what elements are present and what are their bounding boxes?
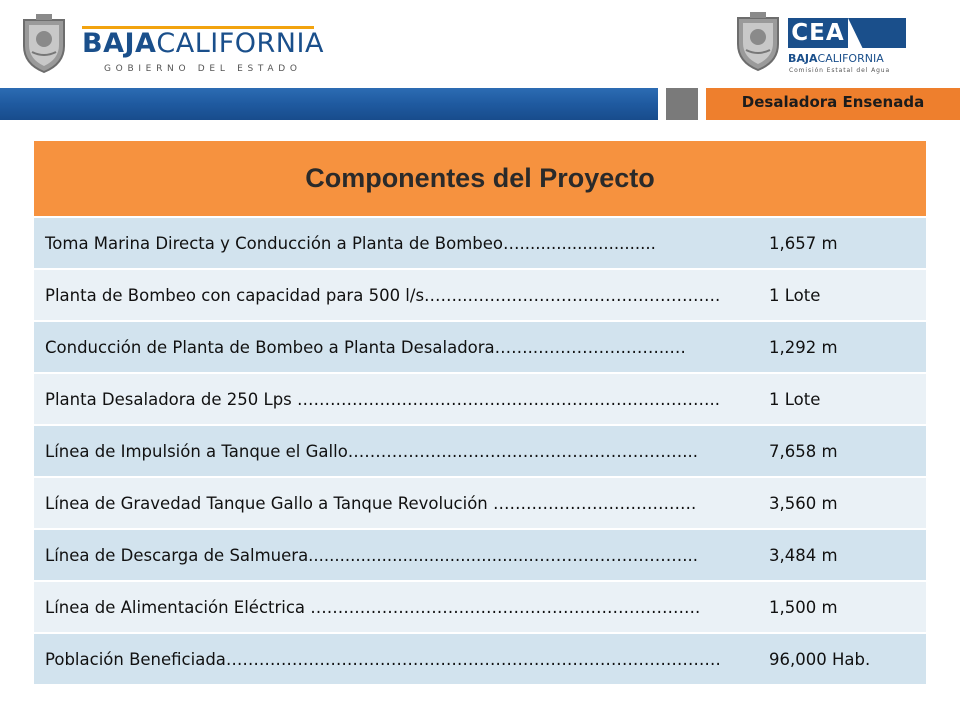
row-description: Población Beneficiada……………………………………………………………………………… bbox=[45, 649, 721, 669]
row-value: 1 Lote bbox=[769, 389, 821, 409]
row-description: Línea de Descarga de Salmuera...........................................………………………... bbox=[45, 545, 698, 565]
row-value: 1,292 m bbox=[769, 337, 838, 357]
row-description: Línea de Alimentación Eléctrica ……………………….……………………………………. bbox=[45, 597, 701, 617]
row-description: Línea de Gravedad Tanque Gallo a Tanque Revolución ………………………………. bbox=[45, 493, 697, 513]
table-row bbox=[34, 528, 926, 580]
table-title: Componentes del Proyecto bbox=[305, 163, 655, 193]
row-description: Planta Desaladora de 250 Lps ………………………………………………………………….. bbox=[45, 389, 721, 409]
table-row bbox=[34, 216, 926, 268]
cea-acronym: CEA bbox=[788, 18, 848, 48]
row-description: Conducción de Planta de Bombeo a Planta Desaladora……..…………….……..… bbox=[45, 337, 686, 357]
row-value: 1,500 m bbox=[769, 597, 838, 617]
cea-subtitle: Comisión Estatal del Agua bbox=[789, 67, 891, 74]
project-tag-label: Desaladora Ensenada bbox=[741, 93, 925, 111]
row-value: 1 Lote bbox=[769, 285, 821, 305]
row-value: 7,658 m bbox=[769, 441, 838, 461]
cea-brand-wordmark: BAJACALIFORNIA bbox=[788, 52, 884, 65]
state-seal-icon bbox=[732, 10, 784, 72]
row-value: 1,657 m bbox=[769, 233, 838, 253]
row-description: Línea de Impulsión a Tanque el Gallo………………...……….…………………………... bbox=[45, 441, 698, 461]
brand-subtitle: GOBIERNO DEL ESTADO bbox=[104, 64, 302, 74]
project-tag bbox=[706, 88, 960, 120]
table-row bbox=[34, 580, 926, 632]
table-header bbox=[34, 141, 926, 216]
header-gray-block bbox=[666, 88, 698, 120]
row-value: 3,560 m bbox=[769, 493, 838, 513]
brand-wordmark: BAJACALIFORNIA bbox=[82, 28, 324, 59]
components-table bbox=[34, 141, 926, 684]
row-value: 96,000 Hab. bbox=[769, 649, 871, 669]
row-value: 3,484 m bbox=[769, 545, 838, 565]
cea-logo bbox=[732, 8, 922, 82]
header-blue-band bbox=[0, 88, 658, 120]
table-row bbox=[34, 424, 926, 476]
table-row bbox=[34, 476, 926, 528]
table-row bbox=[34, 320, 926, 372]
row-description: Planta de Bombeo con capacidad para 500 l/s……..………………………………………. bbox=[45, 285, 721, 305]
cea-stripe bbox=[848, 18, 906, 48]
state-seal-icon bbox=[18, 12, 70, 74]
baja-california-government-logo bbox=[18, 10, 324, 76]
table-row bbox=[34, 268, 926, 320]
table-row bbox=[34, 372, 926, 424]
table-row bbox=[34, 632, 926, 684]
row-description: Toma Marina Directa y Conducción a Planta de Bombeo….......................... bbox=[45, 233, 656, 253]
